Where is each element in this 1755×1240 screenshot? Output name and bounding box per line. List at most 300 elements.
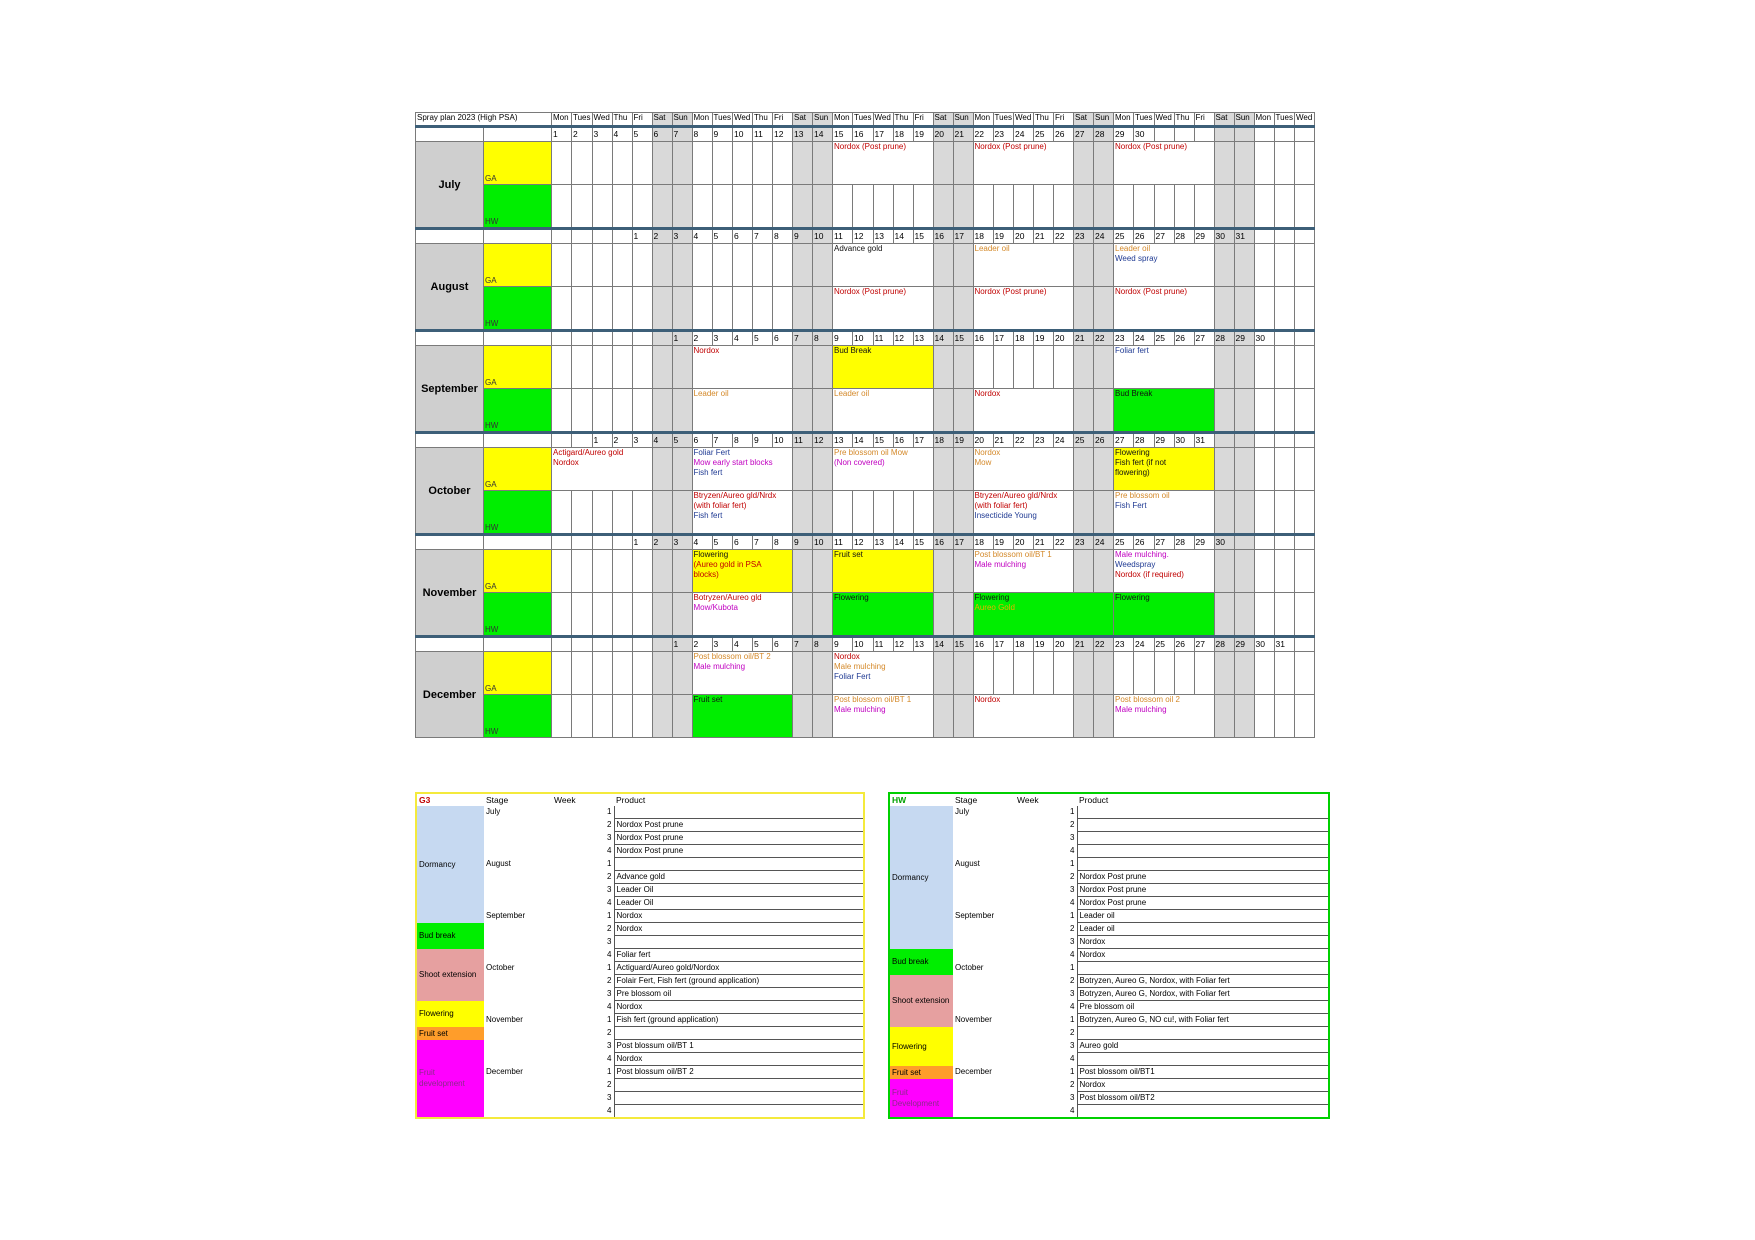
day-cell[interactable] (1074, 491, 1094, 535)
day-cell[interactable] (1274, 389, 1295, 433)
day-number[interactable]: 26 (1094, 433, 1114, 448)
day-cell[interactable] (953, 448, 973, 491)
day-cell[interactable] (552, 593, 572, 637)
day-cell[interactable] (813, 448, 833, 491)
day-cell[interactable] (1295, 287, 1315, 331)
day-number[interactable]: 8 (813, 331, 833, 346)
day-cell[interactable] (733, 287, 753, 331)
day-cell[interactable] (793, 185, 813, 229)
day-number[interactable] (632, 637, 652, 652)
day-cell[interactable] (953, 185, 973, 229)
day-cell[interactable] (672, 448, 692, 491)
day-number[interactable]: 12 (853, 535, 874, 550)
day-number[interactable]: 20 (1014, 535, 1034, 550)
day-cell[interactable] (652, 142, 672, 185)
day-cell[interactable] (1295, 346, 1315, 389)
day-number[interactable]: 10 (773, 433, 793, 448)
legend-product[interactable]: Post blossum oil/BT 1 (614, 1040, 864, 1053)
day-cell[interactable] (552, 652, 572, 695)
day-number[interactable]: 30 (1214, 229, 1234, 244)
day-cell[interactable] (552, 550, 572, 593)
day-cell[interactable] (973, 652, 993, 695)
day-cell[interactable] (612, 346, 632, 389)
day-number[interactable]: 18 (1014, 637, 1034, 652)
spray-entry[interactable] (692, 491, 793, 535)
day-number[interactable]: 4 (612, 127, 632, 142)
day-number[interactable]: 11 (833, 229, 853, 244)
spray-entry[interactable] (552, 448, 653, 491)
day-number[interactable]: 24 (1094, 229, 1114, 244)
legend-product[interactable] (1077, 1053, 1329, 1066)
spray-entry[interactable] (973, 491, 1074, 535)
day-cell[interactable] (652, 695, 672, 738)
day-number[interactable]: 6 (692, 433, 712, 448)
day-cell[interactable] (1214, 244, 1234, 287)
day-cell[interactable] (1254, 287, 1274, 331)
day-number[interactable]: 11 (873, 331, 893, 346)
day-cell[interactable] (793, 550, 813, 593)
day-cell[interactable] (572, 695, 593, 738)
day-cell[interactable] (1154, 185, 1174, 229)
day-number[interactable]: 28 (1214, 637, 1234, 652)
day-number[interactable]: 30 (1214, 535, 1234, 550)
day-cell[interactable] (1094, 491, 1114, 535)
day-cell[interactable] (1295, 550, 1315, 593)
day-cell[interactable] (692, 185, 712, 229)
day-number[interactable] (612, 229, 632, 244)
day-number[interactable]: 19 (1034, 331, 1054, 346)
legend-product[interactable]: Nordox Post prune (1077, 884, 1329, 897)
spray-entry[interactable] (692, 346, 793, 389)
day-number[interactable]: 14 (933, 637, 953, 652)
day-number[interactable]: 20 (973, 433, 993, 448)
day-cell[interactable] (652, 593, 672, 637)
day-cell[interactable] (1254, 448, 1274, 491)
day-cell[interactable] (1295, 491, 1315, 535)
day-cell[interactable] (813, 550, 833, 593)
day-cell[interactable] (1014, 652, 1034, 695)
day-number[interactable]: 1 (632, 229, 652, 244)
day-cell[interactable] (1254, 550, 1274, 593)
legend-product[interactable] (1077, 1027, 1329, 1040)
day-number[interactable]: 21 (993, 433, 1014, 448)
legend-product[interactable]: Botryzen, Aureo G, NO cu!, with Foliar fert (1077, 1014, 1329, 1027)
day-cell[interactable] (552, 287, 572, 331)
day-cell[interactable] (1094, 695, 1114, 738)
day-number[interactable]: 20 (1054, 331, 1074, 346)
day-number[interactable]: 26 (1054, 127, 1074, 142)
day-cell[interactable] (893, 185, 913, 229)
day-number[interactable]: 20 (933, 127, 953, 142)
legend-product[interactable] (1077, 845, 1329, 858)
day-cell[interactable] (1254, 491, 1274, 535)
day-number[interactable]: 13 (873, 535, 893, 550)
day-number[interactable]: 5 (632, 127, 652, 142)
day-number[interactable] (1295, 229, 1315, 244)
day-number[interactable]: 24 (1054, 433, 1074, 448)
spray-entry[interactable] (833, 346, 934, 389)
legend-product[interactable] (614, 1092, 864, 1105)
day-number[interactable]: 24 (1094, 535, 1114, 550)
day-cell[interactable] (813, 695, 833, 738)
day-cell[interactable] (712, 185, 733, 229)
day-cell[interactable] (652, 652, 672, 695)
day-number[interactable]: 14 (893, 535, 913, 550)
day-number[interactable] (1274, 229, 1295, 244)
day-number[interactable] (572, 331, 593, 346)
day-number[interactable]: 25 (1154, 637, 1174, 652)
legend-product[interactable]: Nordox Post prune (614, 819, 864, 832)
day-cell[interactable] (1194, 652, 1214, 695)
day-number[interactable] (1254, 229, 1274, 244)
day-cell[interactable] (612, 695, 632, 738)
day-cell[interactable] (572, 550, 593, 593)
day-cell[interactable] (753, 185, 773, 229)
day-number[interactable]: 12 (893, 637, 913, 652)
day-number[interactable]: 10 (813, 229, 833, 244)
legend-product[interactable]: Leader oil (1077, 910, 1329, 923)
day-number[interactable]: 1 (632, 535, 652, 550)
day-number[interactable]: 25 (1034, 127, 1054, 142)
day-number[interactable] (592, 331, 612, 346)
day-number[interactable]: 14 (813, 127, 833, 142)
day-cell[interactable] (1214, 142, 1234, 185)
day-cell[interactable] (592, 550, 612, 593)
day-cell[interactable] (773, 244, 793, 287)
day-cell[interactable] (1234, 448, 1254, 491)
day-cell[interactable] (1074, 389, 1094, 433)
day-cell[interactable] (1234, 244, 1254, 287)
day-cell[interactable] (1214, 593, 1234, 637)
spray-entry[interactable] (973, 287, 1074, 331)
day-cell[interactable] (813, 389, 833, 433)
day-number[interactable]: 25 (1154, 331, 1174, 346)
day-cell[interactable] (1094, 287, 1114, 331)
day-number[interactable]: 30 (1134, 127, 1155, 142)
day-number[interactable]: 21 (1034, 229, 1054, 244)
day-number[interactable] (1274, 535, 1295, 550)
legend-product[interactable]: Nordox (1077, 936, 1329, 949)
day-cell[interactable] (1234, 695, 1254, 738)
day-number[interactable]: 5 (712, 535, 733, 550)
day-number[interactable]: 27 (1194, 331, 1214, 346)
day-cell[interactable] (1234, 346, 1254, 389)
day-cell[interactable] (953, 491, 973, 535)
day-number[interactable]: 2 (572, 127, 593, 142)
day-number[interactable]: 23 (1114, 637, 1134, 652)
day-cell[interactable] (1074, 695, 1094, 738)
spray-entry[interactable] (973, 389, 1074, 433)
day-cell[interactable] (1134, 185, 1155, 229)
day-number[interactable] (1174, 127, 1194, 142)
day-cell[interactable] (1295, 389, 1315, 433)
day-cell[interactable] (733, 142, 753, 185)
day-cell[interactable] (1274, 346, 1295, 389)
day-cell[interactable] (1234, 652, 1254, 695)
day-number[interactable]: 29 (1234, 331, 1254, 346)
day-number[interactable]: 19 (913, 127, 933, 142)
day-cell[interactable] (773, 142, 793, 185)
spray-entry[interactable] (1114, 346, 1215, 389)
day-cell[interactable] (813, 185, 833, 229)
day-number[interactable] (632, 331, 652, 346)
day-number[interactable]: 21 (953, 127, 973, 142)
day-number[interactable]: 11 (833, 535, 853, 550)
day-number[interactable]: 22 (1094, 331, 1114, 346)
day-number[interactable]: 26 (1134, 229, 1155, 244)
day-number[interactable] (1234, 535, 1254, 550)
spray-entry[interactable] (692, 695, 793, 738)
day-cell[interactable] (833, 491, 853, 535)
day-cell[interactable] (572, 389, 593, 433)
day-cell[interactable] (1295, 448, 1315, 491)
day-cell[interactable] (1054, 346, 1074, 389)
day-number[interactable]: 6 (733, 535, 753, 550)
day-number[interactable] (1214, 433, 1234, 448)
day-cell[interactable] (1234, 287, 1254, 331)
day-cell[interactable] (833, 185, 853, 229)
day-cell[interactable] (813, 652, 833, 695)
day-cell[interactable] (1094, 142, 1114, 185)
day-number[interactable]: 7 (793, 331, 813, 346)
day-number[interactable] (1234, 127, 1254, 142)
day-number[interactable]: 6 (773, 637, 793, 652)
day-cell[interactable] (1094, 448, 1114, 491)
day-number[interactable]: 15 (873, 433, 893, 448)
day-number[interactable]: 5 (753, 637, 773, 652)
legend-product[interactable] (614, 1105, 864, 1119)
day-cell[interactable] (672, 389, 692, 433)
day-number[interactable]: 13 (833, 433, 853, 448)
day-number[interactable]: 5 (712, 229, 733, 244)
day-cell[interactable] (813, 244, 833, 287)
day-cell[interactable] (853, 491, 874, 535)
day-number[interactable]: 15 (953, 637, 973, 652)
day-number[interactable]: 17 (993, 331, 1014, 346)
day-number[interactable] (1295, 637, 1315, 652)
day-number[interactable]: 1 (672, 331, 692, 346)
day-number[interactable]: 12 (893, 331, 913, 346)
day-cell[interactable] (1214, 287, 1234, 331)
day-cell[interactable] (592, 244, 612, 287)
day-cell[interactable] (1254, 346, 1274, 389)
day-number[interactable]: 14 (853, 433, 874, 448)
day-cell[interactable] (572, 244, 593, 287)
day-number[interactable]: 28 (1174, 535, 1194, 550)
day-number[interactable]: 30 (1174, 433, 1194, 448)
day-number[interactable]: 22 (1054, 535, 1074, 550)
day-cell[interactable] (1114, 185, 1134, 229)
day-cell[interactable] (612, 491, 632, 535)
day-number[interactable]: 12 (773, 127, 793, 142)
day-cell[interactable] (813, 287, 833, 331)
day-cell[interactable] (793, 652, 813, 695)
day-number[interactable]: 2 (652, 535, 672, 550)
day-number[interactable]: 6 (733, 229, 753, 244)
day-number[interactable]: 13 (873, 229, 893, 244)
day-number[interactable]: 17 (953, 229, 973, 244)
day-cell[interactable] (672, 346, 692, 389)
day-cell[interactable] (1274, 695, 1295, 738)
day-cell[interactable] (813, 346, 833, 389)
day-number[interactable]: 2 (612, 433, 632, 448)
legend-product[interactable] (1077, 806, 1329, 819)
day-cell[interactable] (592, 695, 612, 738)
day-cell[interactable] (1214, 346, 1234, 389)
day-cell[interactable] (1274, 244, 1295, 287)
spray-entry[interactable] (833, 652, 934, 695)
spray-entry[interactable] (1114, 593, 1215, 637)
day-cell[interactable] (612, 389, 632, 433)
day-cell[interactable] (933, 142, 953, 185)
legend-product[interactable] (614, 936, 864, 949)
day-number[interactable]: 25 (1074, 433, 1094, 448)
day-number[interactable]: 6 (773, 331, 793, 346)
day-number[interactable] (1295, 331, 1315, 346)
day-number[interactable]: 8 (773, 229, 793, 244)
day-cell[interactable] (632, 185, 652, 229)
day-cell[interactable] (1094, 346, 1114, 389)
day-cell[interactable] (1295, 695, 1315, 738)
day-cell[interactable] (612, 244, 632, 287)
day-cell[interactable] (733, 185, 753, 229)
day-number[interactable]: 19 (1034, 637, 1054, 652)
day-cell[interactable] (572, 142, 593, 185)
day-number[interactable]: 20 (1014, 229, 1034, 244)
day-cell[interactable] (1074, 550, 1094, 593)
day-number[interactable] (572, 535, 593, 550)
spray-entry[interactable] (1114, 389, 1215, 433)
day-number[interactable]: 10 (813, 535, 833, 550)
legend-product[interactable]: Post blossom oil/BT2 (1077, 1092, 1329, 1105)
day-cell[interactable] (672, 550, 692, 593)
day-number[interactable]: 1 (552, 127, 572, 142)
day-number[interactable]: 23 (1074, 229, 1094, 244)
day-cell[interactable] (552, 185, 572, 229)
legend-product[interactable]: Post blossum oil/BT 2 (614, 1066, 864, 1079)
day-number[interactable]: 7 (753, 535, 773, 550)
day-cell[interactable] (973, 185, 993, 229)
day-cell[interactable] (692, 142, 712, 185)
spray-entry[interactable] (973, 244, 1074, 287)
day-number[interactable]: 8 (733, 433, 753, 448)
day-cell[interactable] (1274, 593, 1295, 637)
day-cell[interactable] (592, 287, 612, 331)
day-number[interactable]: 29 (1194, 535, 1214, 550)
day-number[interactable]: 29 (1154, 433, 1174, 448)
day-number[interactable]: 9 (793, 229, 813, 244)
day-cell[interactable] (1134, 652, 1155, 695)
day-cell[interactable] (1234, 185, 1254, 229)
legend-product[interactable]: Foliar fert (614, 949, 864, 962)
day-number[interactable] (652, 637, 672, 652)
day-number[interactable]: 9 (753, 433, 773, 448)
day-cell[interactable] (672, 244, 692, 287)
day-number[interactable] (552, 637, 572, 652)
day-cell[interactable] (612, 185, 632, 229)
spray-entry[interactable] (973, 142, 1074, 185)
day-cell[interactable] (1074, 448, 1094, 491)
day-cell[interactable] (632, 491, 652, 535)
day-cell[interactable] (1094, 185, 1114, 229)
spray-entry[interactable] (1114, 491, 1215, 535)
day-cell[interactable] (1234, 142, 1254, 185)
day-number[interactable]: 21 (1074, 637, 1094, 652)
day-number[interactable] (652, 331, 672, 346)
day-number[interactable]: 29 (1234, 637, 1254, 652)
legend-product[interactable]: Nordox (614, 910, 864, 923)
spray-entry[interactable] (973, 550, 1074, 593)
legend-product[interactable]: Botryzen, Aureo G, Nordox, with Foliar fert (1077, 975, 1329, 988)
day-number[interactable]: 8 (773, 535, 793, 550)
day-cell[interactable] (1295, 142, 1315, 185)
legend-product[interactable] (1077, 1105, 1329, 1119)
day-number[interactable]: 4 (692, 229, 712, 244)
day-cell[interactable] (953, 287, 973, 331)
day-number[interactable]: 3 (672, 229, 692, 244)
day-number[interactable]: 4 (733, 637, 753, 652)
day-cell[interactable] (572, 652, 593, 695)
day-number[interactable]: 1 (592, 433, 612, 448)
day-cell[interactable] (652, 185, 672, 229)
day-cell[interactable] (1214, 695, 1234, 738)
day-cell[interactable] (1274, 185, 1295, 229)
spray-entry[interactable] (833, 244, 934, 287)
legend-product[interactable]: Actiguard/Aureo gold/Nordox (614, 962, 864, 975)
day-cell[interactable] (1194, 185, 1214, 229)
day-cell[interactable] (953, 142, 973, 185)
day-cell[interactable] (572, 287, 593, 331)
day-number[interactable]: 9 (793, 535, 813, 550)
day-number[interactable] (572, 637, 593, 652)
day-number[interactable]: 12 (813, 433, 833, 448)
legend-product[interactable]: Nordox Post prune (614, 832, 864, 845)
day-number[interactable]: 31 (1274, 637, 1295, 652)
day-cell[interactable] (592, 593, 612, 637)
day-number[interactable]: 9 (833, 637, 853, 652)
day-number[interactable]: 10 (853, 331, 874, 346)
day-cell[interactable] (953, 389, 973, 433)
day-number[interactable]: 18 (1014, 331, 1034, 346)
day-cell[interactable] (712, 142, 733, 185)
day-cell[interactable] (933, 652, 953, 695)
day-cell[interactable] (913, 185, 933, 229)
day-number[interactable]: 31 (1194, 433, 1214, 448)
day-number[interactable]: 11 (873, 637, 893, 652)
day-number[interactable]: 8 (692, 127, 712, 142)
day-cell[interactable] (612, 287, 632, 331)
day-cell[interactable] (1295, 244, 1315, 287)
day-cell[interactable] (552, 346, 572, 389)
legend-product[interactable]: Aureo gold (1077, 1040, 1329, 1053)
day-cell[interactable] (773, 287, 793, 331)
day-number[interactable]: 27 (1154, 229, 1174, 244)
day-cell[interactable] (1295, 185, 1315, 229)
day-number[interactable]: 11 (793, 433, 813, 448)
day-cell[interactable] (1174, 652, 1194, 695)
day-number[interactable]: 16 (933, 229, 953, 244)
day-number[interactable]: 17 (993, 637, 1014, 652)
day-cell[interactable] (933, 185, 953, 229)
legend-product[interactable]: Advance gold (614, 871, 864, 884)
day-cell[interactable] (1154, 652, 1174, 695)
legend-product[interactable] (614, 1079, 864, 1092)
day-number[interactable] (552, 433, 572, 448)
day-number[interactable]: 25 (1114, 229, 1134, 244)
spray-entry[interactable] (692, 652, 793, 695)
day-number[interactable] (1274, 331, 1295, 346)
spray-entry[interactable] (692, 389, 793, 433)
